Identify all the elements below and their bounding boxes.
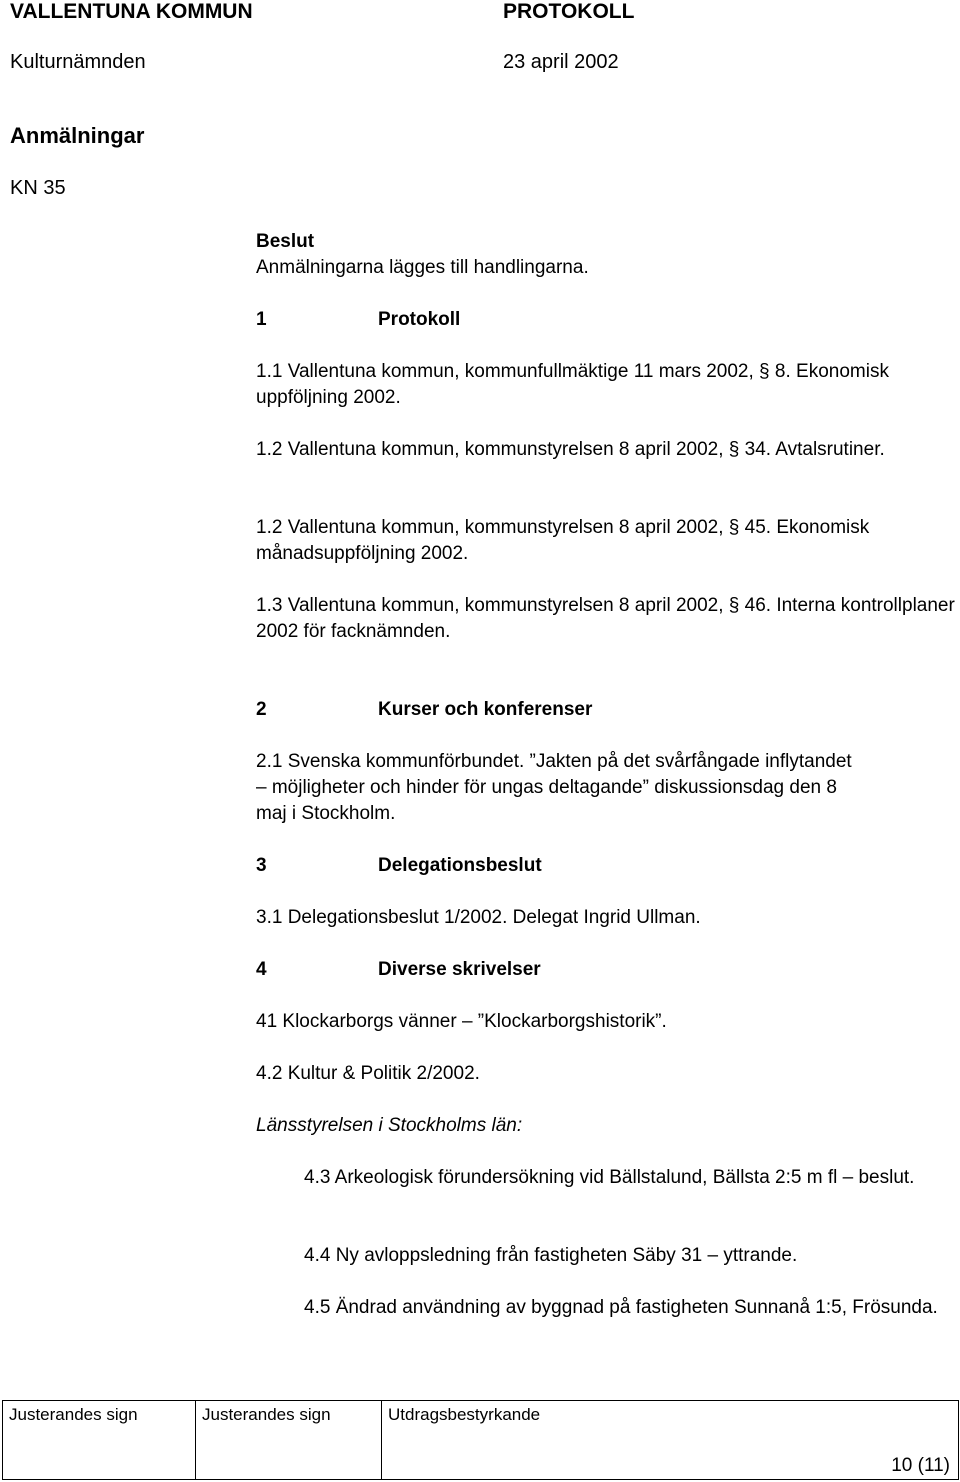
item-2-1: 2.1 Svenska kommunförbundet. ”Jakten på det svårfångade inflytandet – möjligheter och hinder för ungas deltagande” diskussionsdag den 8 maj i Stockholm. bbox=[256, 751, 852, 824]
signature-cell-1 bbox=[3, 1401, 196, 1480]
page-number: 10 (11) bbox=[891, 1455, 950, 1476]
decision-text: Anmälningarna lägges till handlingarna. bbox=[256, 257, 589, 278]
signature-label-2: Justerandes sign bbox=[202, 1405, 331, 1424]
item-4-1: 41 Klockarborgs vänner – ”Klockarborgshistorik”. bbox=[256, 1011, 667, 1032]
item-1-3: 1.3 Vallentuna kommun, kommunstyrelsen 8 april 2002, § 46. Interna kontrollplaner 2002 för facknämnden. bbox=[256, 595, 955, 642]
item-1-2-b: 1.2 Vallentuna kommun, kommunstyrelsen 8 april 2002, § 45. Ekonomisk månadsuppföljning 2002. bbox=[256, 517, 870, 564]
item-4-3: 4.3 Arkeologisk förundersökning vid Bällstalund, Bällsta 2:5 m fl – beslut. bbox=[304, 1167, 915, 1188]
item-3-1: 3.1 Delegationsbeslut 1/2002. Delegat Ingrid Ullman. bbox=[256, 907, 701, 928]
signature-table bbox=[2, 1400, 959, 1480]
lansstyrelsen-label: Länsstyrelsen i Stockholms län: bbox=[256, 1115, 523, 1136]
certification-cell bbox=[382, 1401, 959, 1480]
section-title: Anmälningar bbox=[10, 123, 145, 148]
certification-label: Utdragsbestyrkande bbox=[388, 1405, 541, 1424]
committee-name: Kulturnämnden bbox=[10, 51, 146, 73]
decision-label: Beslut bbox=[256, 231, 315, 252]
heading-4-number: 4 bbox=[256, 959, 267, 980]
heading-2-title: Kurser och konferenser bbox=[378, 699, 593, 720]
item-1-2-a: 1.2 Vallentuna kommun, kommunstyrelsen 8 april 2002, § 34. Avtalsrutiner. bbox=[256, 439, 885, 460]
heading-2-number: 2 bbox=[256, 699, 267, 720]
item-4-4: 4.4 Ny avloppsledning från fastigheten Säby 31 – yttrande. bbox=[304, 1245, 798, 1266]
item-1-1: 1.1 Vallentuna kommun, kommunfullmäktige 11 mars 2002, § 8. Ekonomisk uppföljning 2002. bbox=[256, 361, 889, 408]
heading-3-title: Delegationsbeslut bbox=[378, 855, 542, 876]
org-name: VALLENTUNA KOMMUN bbox=[10, 0, 253, 23]
signature-cell-2 bbox=[196, 1401, 382, 1480]
heading-1-title: Protokoll bbox=[378, 309, 461, 330]
doc-type: PROTOKOLL bbox=[503, 0, 635, 23]
heading-1-number: 1 bbox=[256, 309, 267, 330]
signature-label-1: Justerandes sign bbox=[9, 1405, 138, 1424]
meeting-date: 23 april 2002 bbox=[503, 51, 619, 73]
heading-4-title: Diverse skrivelser bbox=[378, 959, 541, 980]
heading-3-number: 3 bbox=[256, 855, 267, 876]
item-4-2: 4.2 Kultur & Politik 2/2002. bbox=[256, 1063, 480, 1084]
item-4-5: 4.5 Ändrad användning av byggnad på fastigheten Sunnanå 1:5, Frösunda. bbox=[304, 1297, 938, 1318]
section-ref: KN 35 bbox=[10, 177, 66, 199]
